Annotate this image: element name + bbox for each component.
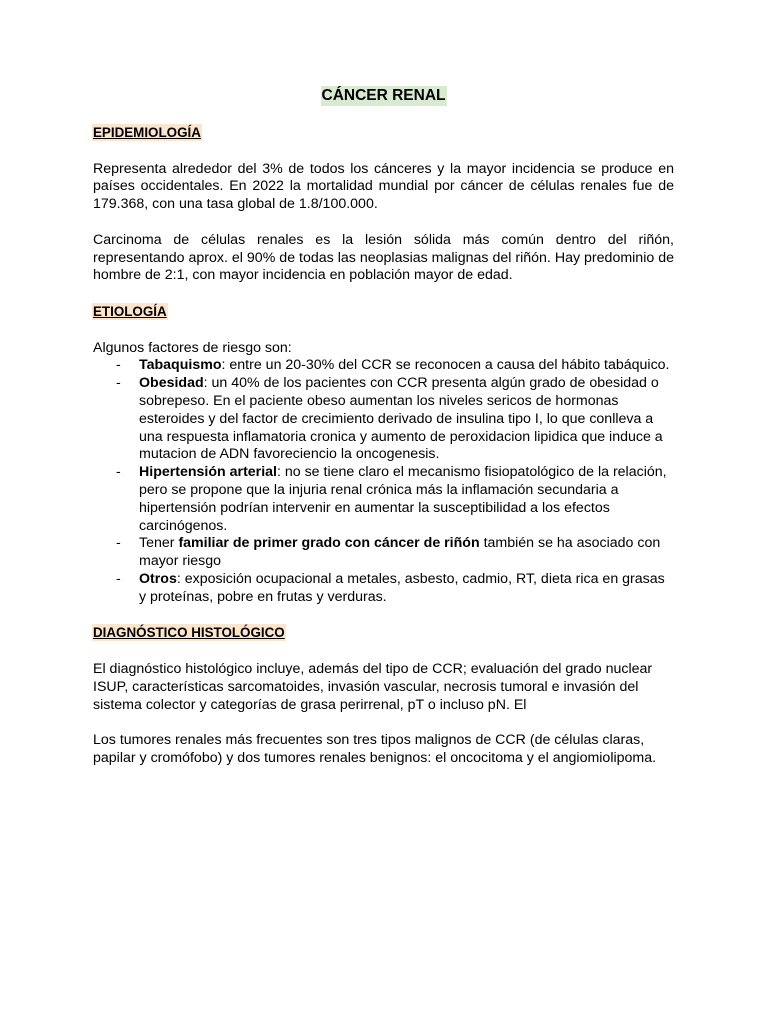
list-item [116,357,674,375]
etiologia-heading-block [93,303,674,322]
epidemiologia-paragraph-2: Carcinoma de células renales es la lesión sólida más común dentro del riñón, representando aprox. el 90% de todas las neoplasias malignas del riñón. Hay predominio de hombre de 2:1, con mayor incidencia en población mayor de edad. [93,231,674,284]
list-item-term: familiar de primer grado con cáncer de riñón [178,535,480,552]
list-item-term: Hipertensión arterial [139,464,277,481]
bullet-marker: - [116,375,121,392]
diagnostico-paragraph-1: El diagnóstico histológico incluye, además del tipo de CCR; evaluación del grado nuclear ISUP, características sarcomatoides, invasión vascular, necrosis tumoral e invasión del sistema colector y categorías de grasa perirrenal, pT o incluso pN. El [93,660,653,713]
document-title: CÁNCER RENAL [321,87,446,104]
etiologia-heading: ETIOLOGÍA [93,303,167,319]
list-item-text: : no se tiene claro el mecanismo fisiopatológico de la relación, pero se propone que la injuria renal crónica más la inflamación secundaria a hipertensión podrían intervenir en aumentar la susceptibilidad a los efectos carcinógenos. [139,464,667,534]
list-item-text: también se ha asociado con mayor riesgo [139,535,661,570]
epidemiologia-heading: EPIDEMIOLOGÍA [93,125,201,140]
risk-factor-list [93,357,674,606]
list-item-text: : entre un 20-30% del CCR se reconocen a causa del hábito tabáquico. [221,357,670,374]
etiologia-intro: Algunos factores de riesgo son: [93,339,292,356]
diagnostico-paragraph-2: Los tumores renales más frecuentes son tres tipos malignos de CCR (de células claras, papilar y cromófobo) y dos tumores renales benignos: el oncocitoma y el angiomiolipoma. [93,732,657,766]
epidemiologia-paragraph-1: Representa alrededor del 3% de todos los cánceres y la mayor incidencia se produce en países occidentales. En 2022 la mortalidad mundial por cáncer de células renales fue de 179.368, con una tasa global de 1.8/100.000. [93,160,674,213]
list-item-text: : exposición ocupacional a metales, asbesto, cadmio, RT, dieta rica en grasas y proteínas, pobre en frutas y verduras. [139,570,665,605]
list-item [116,570,674,607]
list-item-text: : un 40% de los pacientes con CCR presenta algún grado de obesidad o sobrepeso. En el paciente obeso aumentan los niveles sericos de hormonas esteroides y del factor de crecimiento derivado de insulina tipo I, lo que conlleva a una respuesta inflamatoria cronica y aumento de peroxidacion lipidica que induce a mutacion de ADN favoreciencio la oncogenesis. [139,375,663,463]
title-block [93,86,674,106]
list-item [116,535,674,571]
list-item [116,464,674,535]
bullet-marker: - [116,535,121,552]
bullet-marker: - [116,464,121,481]
epidemiologia-heading-block [93,124,674,143]
list-item [116,375,674,464]
bullet-marker: - [116,570,121,587]
list-item-term: Obesidad [139,375,204,392]
list-item-prefix: Tener [139,535,179,552]
diagnostico-heading-block [93,624,674,643]
list-item-term: Otros [139,570,177,587]
list-item-term: Tabaquismo [139,357,222,374]
bullet-marker: - [116,357,121,374]
diagnostico-heading: DIAGNÓSTICO HISTOLÓGICO [93,625,285,641]
